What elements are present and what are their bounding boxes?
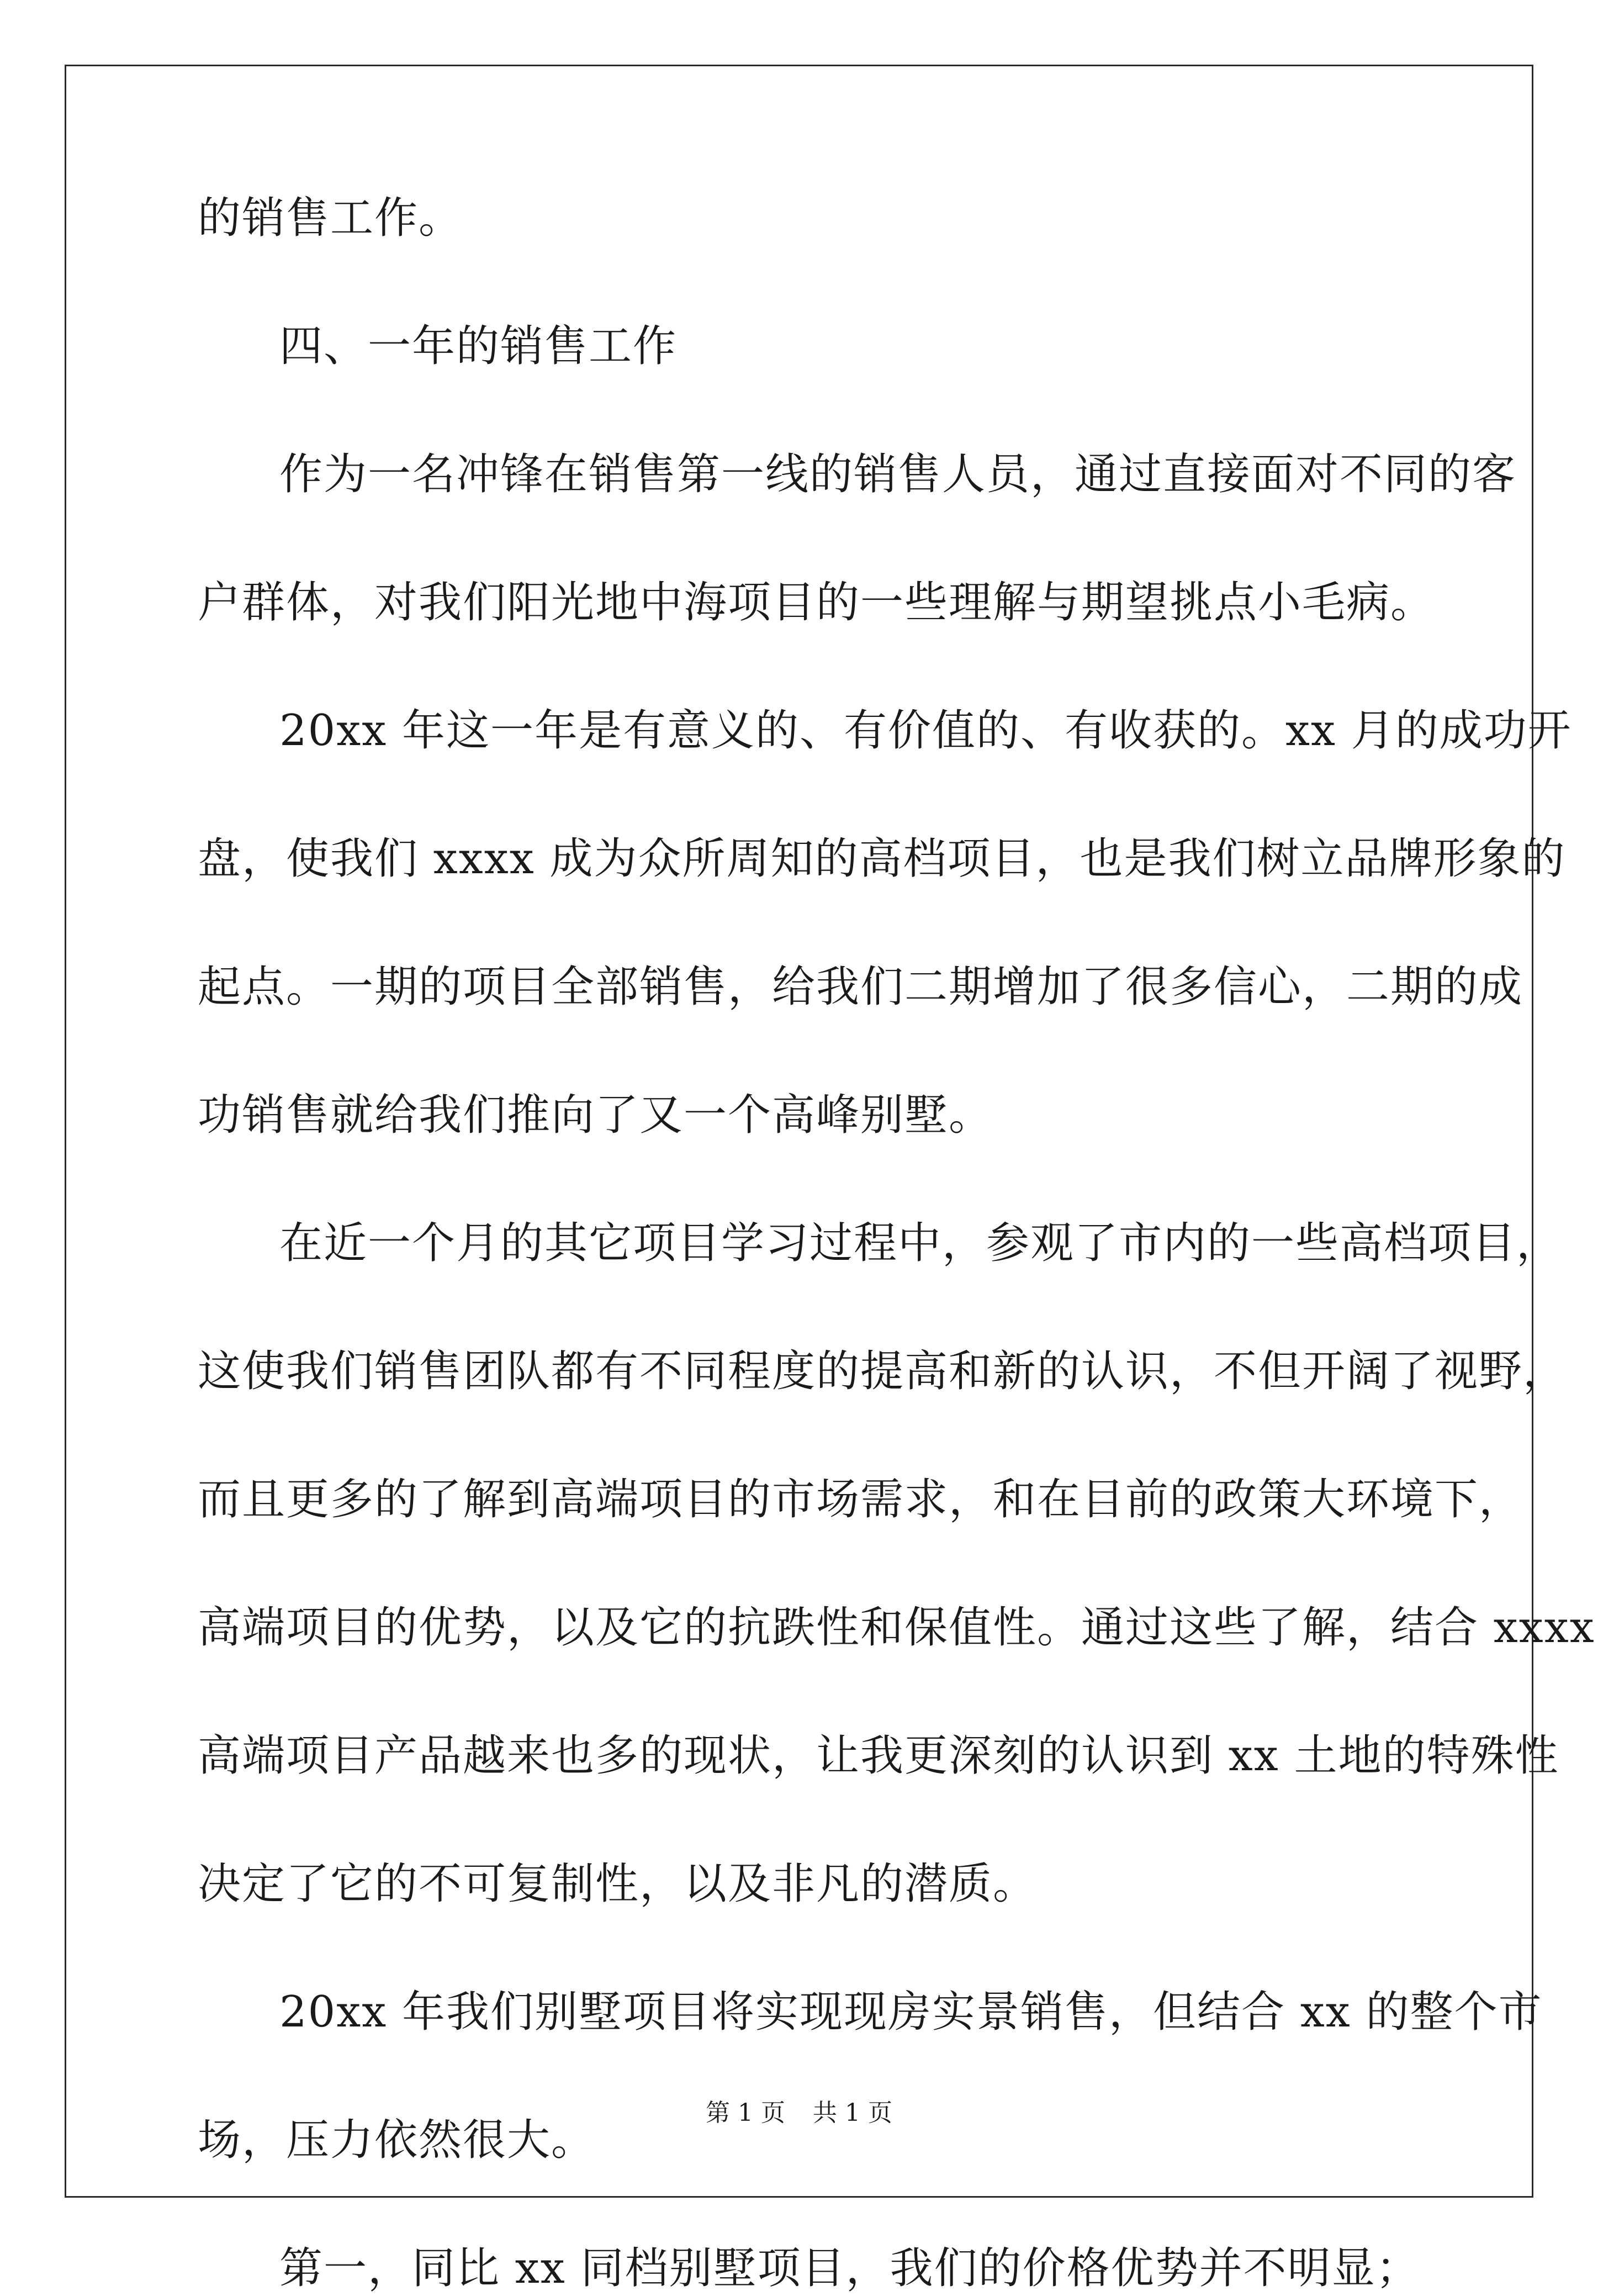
text-line: 盘，使我们 xxxx 成为众所周知的高档项目，也是我们树立品牌形象的 [198,834,1566,884]
section-heading: 四、一年的销售工作 [279,321,678,371]
text-line: 功销售就给我们推向了又一个高峰别墅。 [198,1090,993,1140]
text-line: 高端项目产品越来也多的现状，让我更深刻的认识到 xx 土地的特殊性 [198,1731,1559,1781]
text-line: 场，压力依然很大。 [198,2115,596,2165]
text-line: 在近一个月的其它项目学习过程中，参观了市内的一些高档项目， [279,1218,1561,1268]
text-line: 作为一名冲锋在销售第一线的销售人员，通过直接面对不同的客 [279,450,1517,499]
text-line: 的销售工作。 [198,193,463,243]
text-line: 而且更多的了解到高端项目的市场需求，和在目前的政策大环境下， [198,1475,1523,1524]
text-line: 决定了它的不可复制性，以及非凡的潜质。 [198,1859,1038,1909]
text-line: 起点。一期的项目全部销售，给我们二期增加了很多信心，二期的成 [198,962,1523,1012]
text-line: 高端项目的优势，以及它的抗跌性和保值性。通过这些了解，结合 xxxx [198,1603,1595,1653]
page-total: 共 1 页 [813,2099,892,2127]
text-line: 20xx 年这一年是有意义的、有价值的、有收获的。xx 月的成功开 [279,706,1572,756]
text-line: 这使我们销售团队都有不同程度的提高和新的认识，不但开阔了视野， [198,1347,1568,1396]
text-line: 20xx 年我们别墅项目将实现现房实景销售，但结合 xx 的整个市 [279,1987,1543,2037]
page-number: 第 1 页 [706,2099,785,2127]
text-line: 户群体，对我们阳光地中海项目的一些理解与期望挑点小毛病。 [198,578,1435,627]
text-line: 第一，同比 xx 同档别墅项目，我们的价格优势并不明显； [279,2244,1420,2293]
page-footer [0,2098,1598,2129]
